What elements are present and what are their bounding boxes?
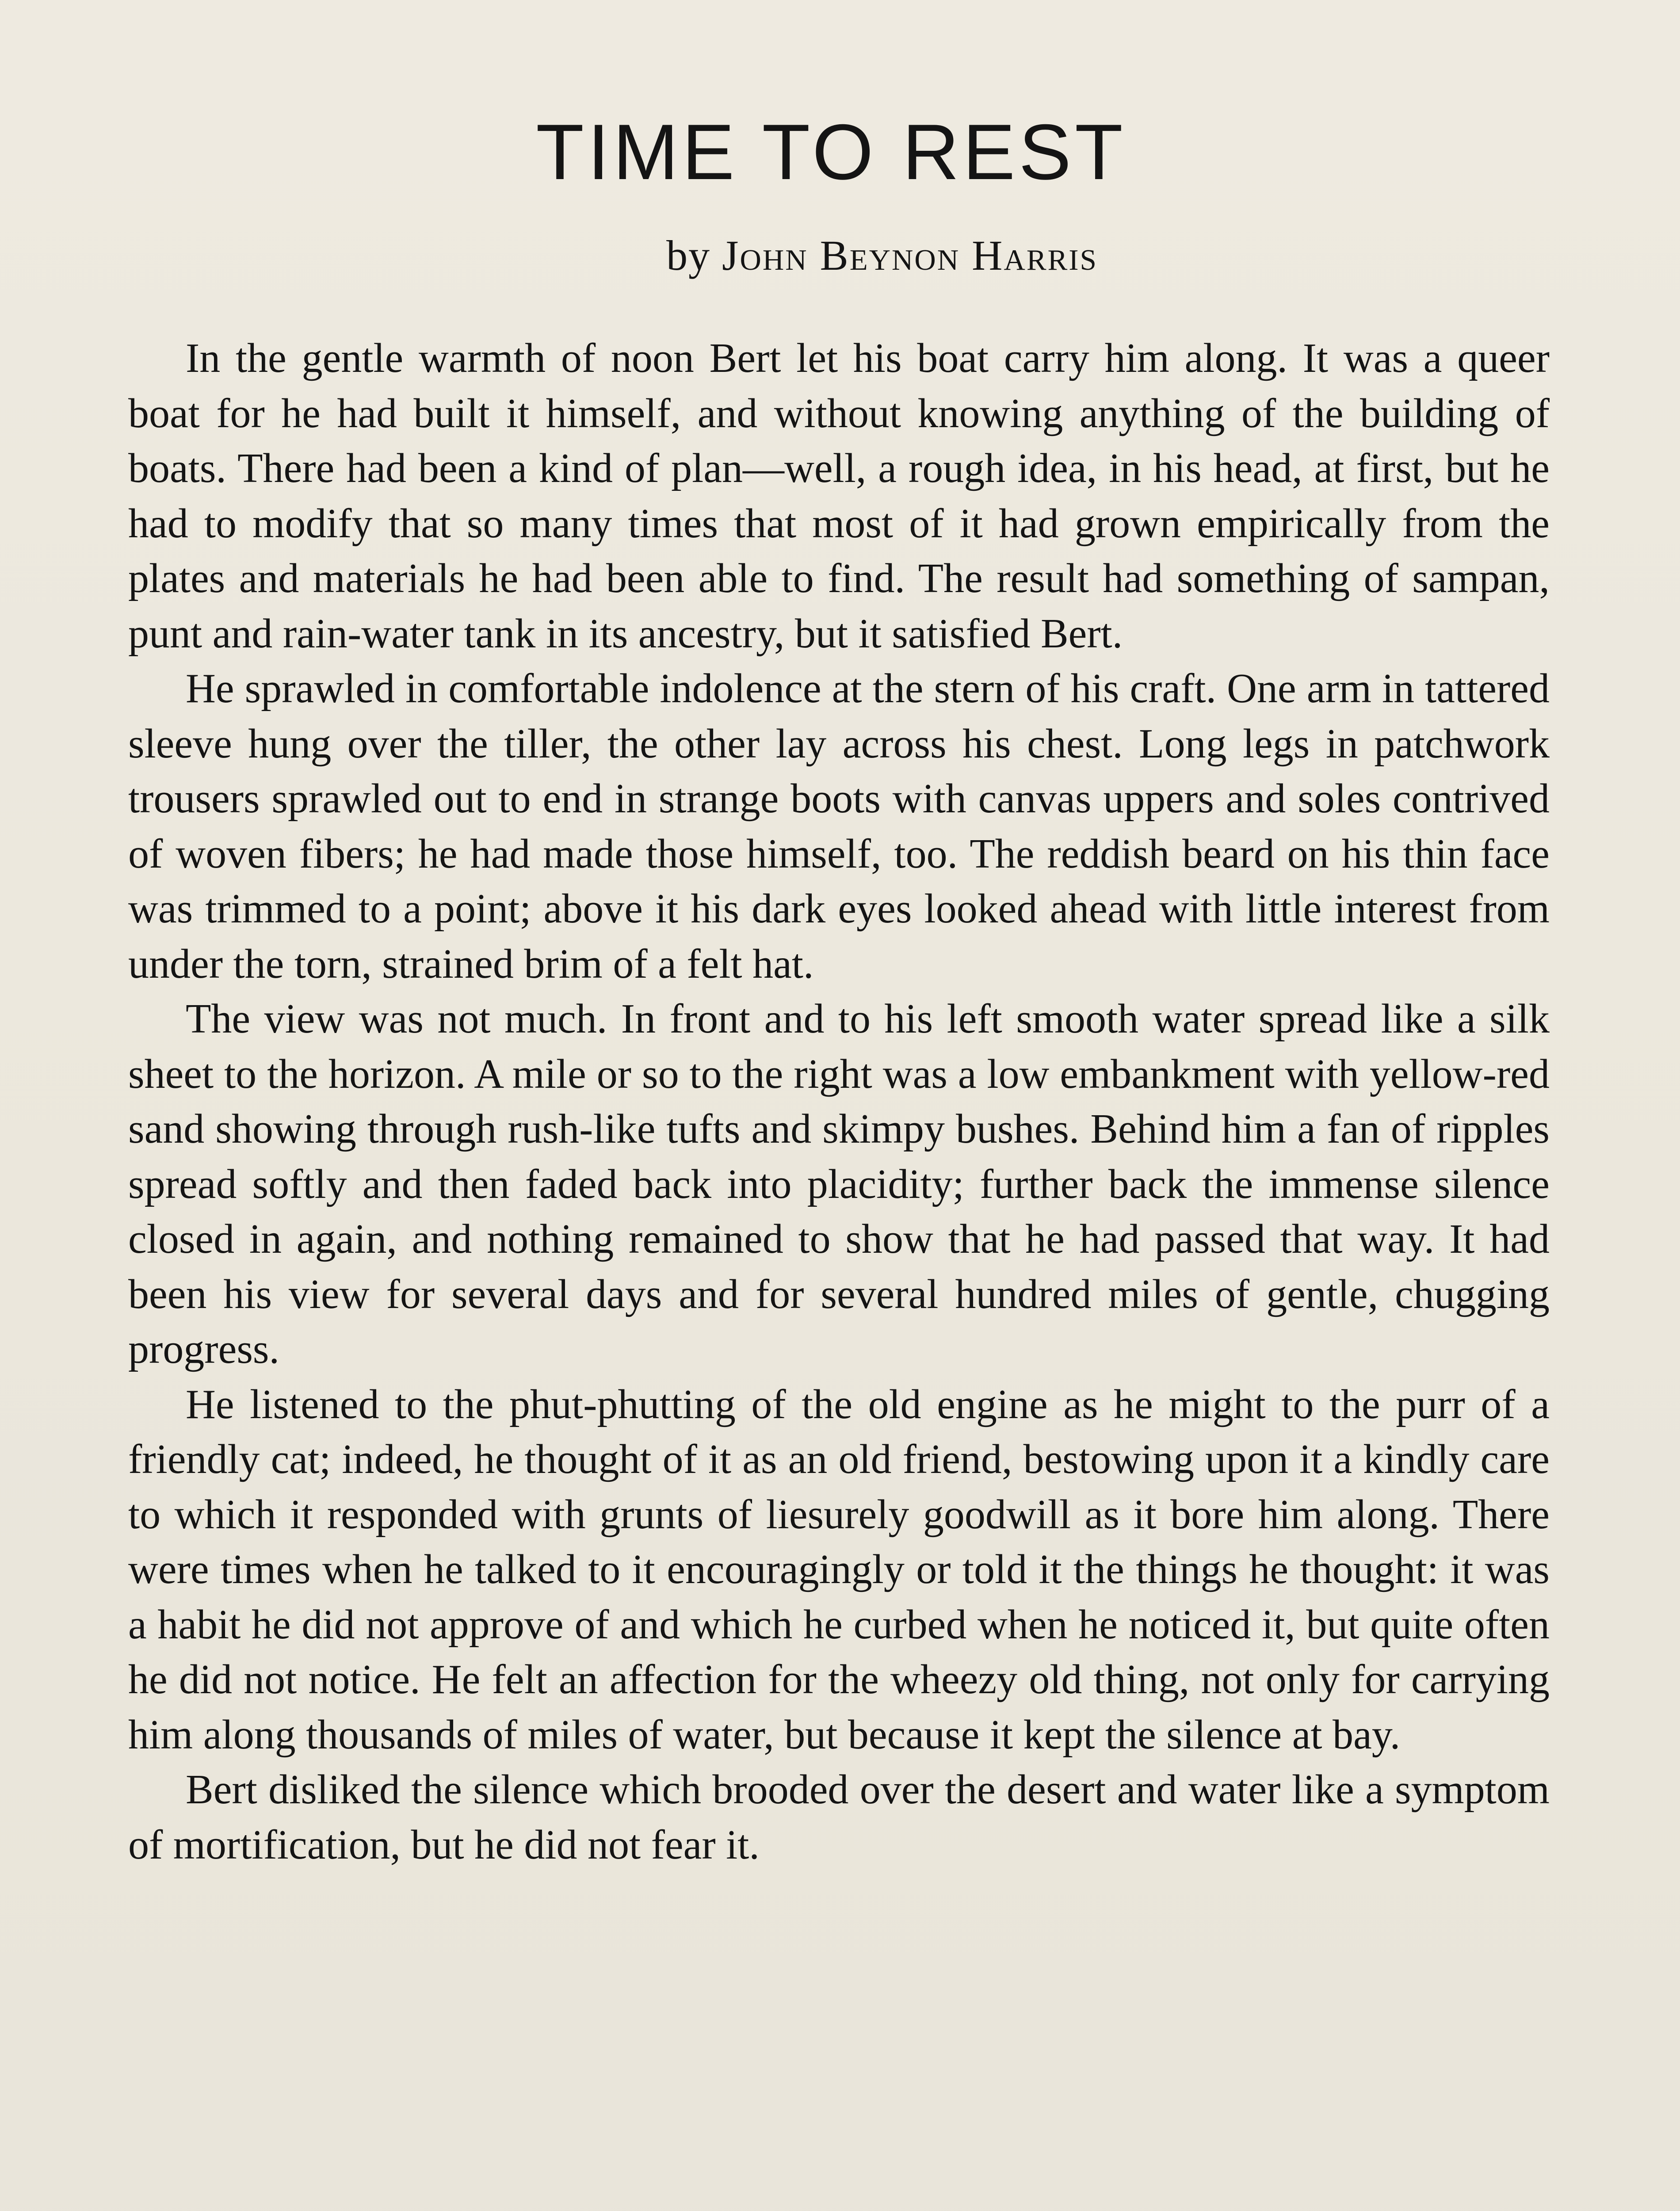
paragraph: He sprawled in comfortable indolence at the stern of his craft. One arm in tattered sleeve hung over the tiller, the other lay across his chest. Long legs in patchwork trousers sprawled out to end in strange boots with canvas uppers and soles contrived of woven fibers; he had made those himself, too. The reddish beard on his thin face was trimmed to a point; above it his dark eyes looked ahead with little interest from under the torn, strained brim of a felt hat. (128, 666, 1550, 987)
paragraph: Bert disliked the silence which brooded over the desert and water like a symptom of mortification, but he did not fear it. (128, 1767, 1550, 1868)
paragraph: In the gentle warmth of noon Bert let his boat carry him along. It was a queer boat for he had built it himself, and without knowing anything of the building of boats. There had been a kind of plan—well, a rough idea, in his head, at first, but he had to modify that so many times that most of it had grown empirically from the plates and materials he had been able to find. The result had something of sampan, punt and rain-water tank in its ancestry, but it satisfied Bert. (128, 335, 1550, 657)
story-body (128, 331, 1550, 1872)
story-title: TIME TO REST (536, 108, 1126, 196)
byline (42, 234, 1680, 277)
paragraph: He listened to the phut-phutting of the old engine as he might to the purr of a friendly cat; indeed, he thought of it as an old friend, bestowing upon it a kindly care to which it responded with grunts of liesurely goodwill as it bore him along. There were times when he talked to it encouragingly or told it the things he thought: it was a habit he did not approve of and which he curbed when he noticed it, but quite often he did not notice. He felt an affection for the wheezy old thing, not only for carrying him along thousands of miles of water, but because it kept the silence at bay. (128, 1381, 1550, 1758)
author-name: John Beynon Harris (722, 232, 1098, 279)
paragraph: The view was not much. In front and to his left smooth water spread like a silk sheet to the horizon. A mile or so to the right was a low embankment with yellow-red sand showing through rush-like tufts and skimpy bushes. Behind him a fan of ripples spread softly and then faded back into placidity; further back the immense silence closed in again, and nothing remained to show that he had passed that way. It had been his view for several days and for several hundred miles of gentle, chugging progress. (128, 996, 1550, 1372)
byline-prefix: by (666, 232, 711, 279)
